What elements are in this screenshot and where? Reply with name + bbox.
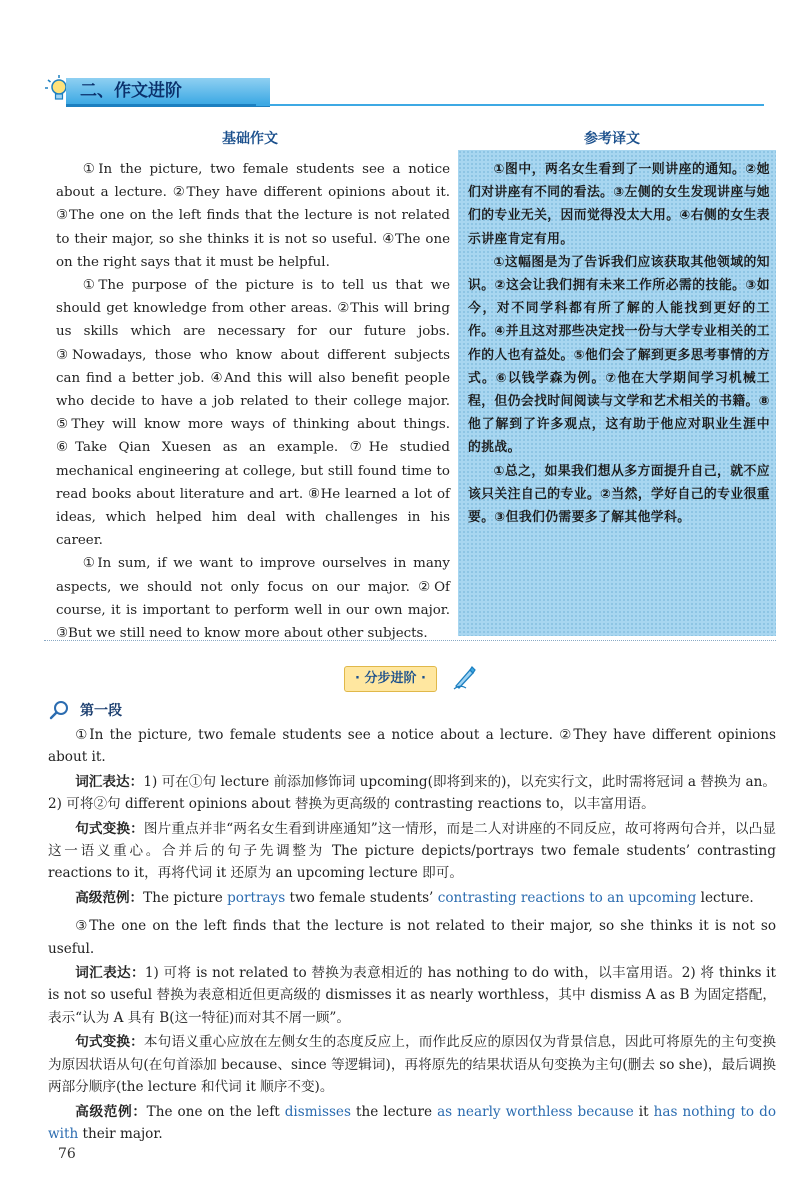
left-column-title: 基础作文 [222,131,278,147]
paragraph-heading: 第一段 [80,703,122,719]
example-label: 高级范例： [75,1103,147,1120]
pen-icon [452,664,478,690]
example-text: it [633,1103,654,1120]
dotted-divider [44,640,776,641]
example-highlight: portrays [227,889,286,906]
page-number: 76 [58,1146,76,1162]
step-badge: · 分步进阶 · [344,666,437,692]
chinese-paragraph-2: ①这幅图是为了告诉我们应该获取其他领域的知识。②这会让我们拥有未来工作所必需的技能。③如今，对不同学科都有所了解的人能找到更好的工作。④并且这对那些决定找一份与大学专业相关的工作的人也有益处。⑤他们会了解到更多思考事情的方式。⑥以钱学森为例。⑦他在大学期间学习机械工程，但仍会找时间阅读与文学和艺术相关的书籍。⑧他了解到了许多观点，这有助于他应对职业生涯中的挑战。 [468,254,770,456]
english-paragraph-1: ①In the picture, two female students see a notice about a lecture. ②They have different opinions about it. ③The one on the left finds that the lecture is not related to their major, so she thinks it is not so useful. ④The one on the right says that it must be helpful. [56,162,450,270]
english-essay [56,158,450,645]
example-highlight: has nothing to do with [48,1103,777,1142]
vocab-label: 词汇表达： [75,965,145,982]
syntax-note-1 [48,818,776,885]
example-highlight: contrasting reactions to an upcoming [437,889,697,906]
vocab-label: 词汇表达： [75,773,144,790]
vocab-note-1 [48,771,776,816]
syntax-text: 本句语义重心应放在左侧女生的态度反应上，而作此反应的原因仅为背景信息，因此可将原先的主句变换为原因状语从句(在句首添加 because、since 等逻辑词)，再将原先的结果状语从句变换为主句(删去 so she)，最后调换两部分顺序(the lecture 和代词 it 顺序不变)。 [48,1034,777,1096]
section-rule [256,104,764,106]
example-text: their major. [78,1125,163,1142]
syntax-text: 图片重点并非“两名女生看到讲座通知”这一情形，而是二人对讲座的不同反应，故可将两句合并，以凸显这一语义重心。合并后的句子先调整为 The picture depicts/portrays two female students’ contrasting reactions to it，再将代词 it 还原为 an upcoming lecture 即可。 [48,820,777,882]
syntax-label: 句式变换： [75,1034,144,1051]
example-text: two female students’ [285,889,438,906]
syntax-label: 句式变换： [75,820,144,837]
vocab-text: 1) 可将 is not related to 替换为表意相近的 has nothing to do with，以丰富用语。2) 将 thinks it is not so useful 替换为表意相近但更高级的 dismisses it as nearly worthless，其中 dismiss A as B 为固定搭配，表示“认为 A 具有 B(这一特征)而对其不屑一顾”。 [48,965,776,1026]
magnifier-icon [48,700,72,720]
example-text: lecture. [696,889,754,906]
quote-sentence-2: ③The one on the left finds that the lecture is not related to their major, so she thinks it is not so useful. [48,918,776,957]
example-text: The picture [143,889,228,906]
example-highlight: dismisses [284,1103,351,1120]
right-column-title: 参考译文 [584,131,640,147]
vocab-text: 1) 可在①句 lecture 前添加修饰词 upcoming(即将到来的)，以充实行文，此时需将冠词 a 替换为 an。2) 可将②句 different opinions about 替换为更高级的 contrasting reactions to，以丰富用语。 [48,773,777,813]
section-title: 二、作文进阶 [66,78,270,107]
quote-sentence-1: ①In the picture, two female students see a notice about a lecture. ②They have different opinions about it. [48,727,776,766]
analysis-body [48,724,776,1147]
example-1 [48,887,776,909]
example-label: 高级范例： [75,889,144,906]
example-text: The one on the left [146,1103,285,1120]
english-paragraph-3: ①In sum, if we want to improve ourselves in many aspects, we should not only focus on our major. ②Of course, it is important to perform well in our own major. ③But we still need to know more about other subjects. [56,556,450,642]
chinese-paragraph-3: ①总之，如果我们想从多方面提升自己，就不应该只关注自己的专业。②当然，学好自己的专业很重要。③但我们仍需要多了解其他学科。 [468,463,770,526]
section-header [44,74,764,108]
vocab-note-2 [48,962,776,1029]
english-paragraph-2: ①The purpose of the picture is to tell us that we should get knowledge from other areas. ②This will bring us skills which are necessary for our future jobs. ③Nowadays, those who know about different subjects can find a better job. ④And this will also benefit people who decide to have a job related to their college major. ⑤They will know more ways of thinking about things. ⑥Take Qian Xuesen as an example. ⑦He studied mechanical engineering at college, but still found time to read books about literature and art. ⑧He learned a lot of ideas, which helped him deal with challenges in his career. [56,278,450,549]
chinese-translation [468,158,770,529]
syntax-note-2 [48,1031,776,1098]
example-text: the lecture [350,1103,438,1120]
example-highlight: as nearly worthless because [437,1103,634,1120]
chinese-paragraph-1: ①图中，两名女生看到了一则讲座的通知。②她们对讲座有不同的看法。③左侧的女生发现讲座与她们的专业无关，因而觉得没太大用。④右侧的女生表示讲座肯定有用。 [468,162,770,247]
example-2 [48,1101,776,1146]
